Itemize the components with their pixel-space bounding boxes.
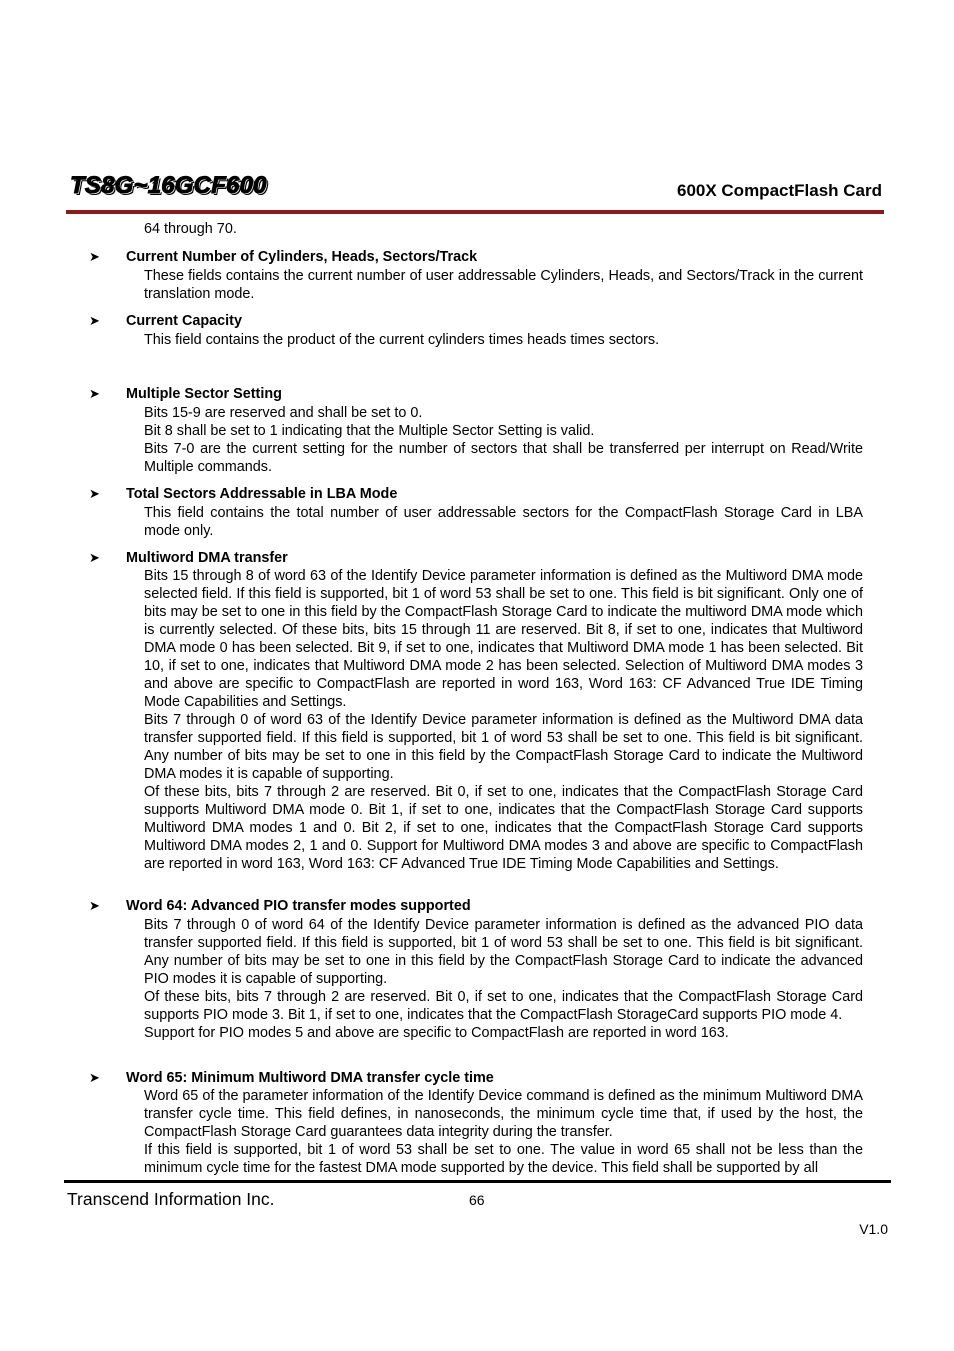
section-title: Multiword DMA transfer (126, 550, 288, 566)
product-title: 600X CompactFlash Card (676, 181, 882, 200)
paragraph: Bits 7-0 are the current setting for the number of sectors that shall be transferred per interrupt on Read/Write Multiple commands. (144, 441, 863, 475)
section-title: Multiple Sector Setting (126, 386, 282, 402)
section-title: Current Capacity (126, 313, 242, 329)
paragraph: Of these bits, bits 7 through 2 are reserved. Bit 0, if set to one, indicates that the CompactFlash Storage Card supports PIO mode 3. Bit 1, if set to one, indicates that the CompactFlash StorageCard supports PIO mode 4. (144, 989, 863, 1023)
section-title: Total Sectors Addressable in LBA Mode (126, 486, 398, 502)
paragraph: Bits 7 through 0 of word 64 of the Identify Device parameter information is defined as the advanced PIO data transfer supported field. If this field is supported, bit 1 of word 53 shall be set to one. This field is bit significant. Any number of bits may be set to one in this field by the CompactFlash Storage Card to indicate the advanced PIO modes it is capable of supporting. (144, 917, 863, 987)
section-body (144, 916, 863, 1042)
section-body (144, 567, 863, 873)
paragraph: Bits 7 through 0 of word 63 of the Identify Device parameter information is defined as the Multiword DMA data transfer supported field. If this field is supported, bit 1 of word 53 shall be set to one. This field is bit significant. Any number of bits may be set to one in this field by the CompactFlash Storage Card to indicate the Multiword DMA modes it is capable of supporting. (144, 712, 863, 782)
section-body (144, 1087, 863, 1177)
section-body (144, 504, 863, 540)
header-rule (66, 210, 884, 214)
section-title: Word 64: Advanced PIO transfer modes supported (126, 898, 471, 914)
paragraph: If this field is supported, bit 1 of word 53 shall be set to one. The value in word 65 shall not be less than the minimum cycle time for the fastest DMA mode supported by the device. This field shall be supported by all (144, 1142, 863, 1176)
paragraph: This field contains the product of the current cylinders times heads times sectors. (144, 332, 660, 348)
arrowhead-bullet-icon: ➤ (89, 313, 100, 328)
arrowhead-bullet-icon: ➤ (89, 898, 100, 913)
paragraph: Bits 15-9 are reserved and shall be set to 0. (144, 405, 423, 421)
arrowhead-bullet-icon: ➤ (89, 550, 100, 565)
section-body (144, 331, 863, 349)
section-body (144, 404, 863, 476)
paragraph: Support for PIO modes 5 and above are specific to CompactFlash are reported in word 163. (144, 1025, 729, 1041)
page-number: 66 (469, 1192, 485, 1208)
paragraph: Bit 8 shall be set to 1 indicating that the Multiple Sector Setting is valid. (144, 423, 595, 439)
paragraph: Of these bits, bits 7 through 2 are reserved. Bit 0, if set to one, indicates that the CompactFlash Storage Card supports Multiword DMA mode 0. Bit 1, if set to one, indicates that the CompactFlash Storage Card supports Multiword DMA modes 1 and 0. Bit 2, if set to one, indicates that the CompactFlash Storage Card supports Multiword DMA modes 2, 1 and 0. Support for Multiword DMA modes 3 and above are specific to CompactFlash are reported in word 163, Word 163: CF Advanced True IDE Timing Mode Capabilities and Settings. (144, 784, 863, 872)
continuation-text: 64 through 70. (144, 221, 237, 237)
arrowhead-bullet-icon: ➤ (89, 1070, 100, 1085)
arrowhead-bullet-icon: ➤ (89, 486, 100, 501)
footer-rule (64, 1180, 891, 1183)
section-body (144, 267, 863, 303)
arrowhead-bullet-icon: ➤ (89, 386, 100, 401)
paragraph: Bits 15 through 8 of word 63 of the Identify Device parameter information is defined as the Multiword DMA mode selected field. If this field is supported, bit 1 of word 53 shall be set to one. This field is bit significant. Only one of bits may be set to one in this field by the CompactFlash Storage Card to indicate the multiword DMA mode which is currently selected. Of these bits, bits 15 through 11 are reserved. Bit 8, if set to one, indicates that Multiword DMA mode 0 has been selected. Bit 9, if set to one, indicates that Multiword DMA mode 1 has been selected. Bit 10, if set to one, indicates that Multiword DMA mode 2 has been selected. Selection of Multiword DMA modes 3 and above are specific to CompactFlash are reported in word 163, Word 163: CF Advanced True IDE Timing Mode Capabilities and Settings. (144, 568, 863, 710)
arrowhead-bullet-icon: ➤ (89, 249, 100, 264)
paragraph: Word 65 of the parameter information of the Identify Device command is defined as the minimum Multiword DMA transfer cycle time. This field defines, in nanoseconds, the minimum cycle time that, if used by the host, the CompactFlash Storage Card guarantees data integrity during the transfer. (144, 1088, 863, 1140)
footer-company: Transcend Information Inc. (67, 1189, 275, 1209)
logo: TS8G~16GCF600 (70, 172, 267, 199)
document-version: V1.0 (859, 1221, 888, 1237)
paragraph: These fields contains the current number of user addressable Cylinders, Heads, and Sectors/Track in the current translation mode. (144, 268, 863, 302)
section-title: Current Number of Cylinders, Heads, Sectors/Track (126, 249, 478, 265)
section-title: Word 65: Minimum Multiword DMA transfer cycle time (126, 1070, 494, 1086)
paragraph: This field contains the total number of user addressable sectors for the CompactFlash Storage Card in LBA mode only. (144, 505, 863, 539)
